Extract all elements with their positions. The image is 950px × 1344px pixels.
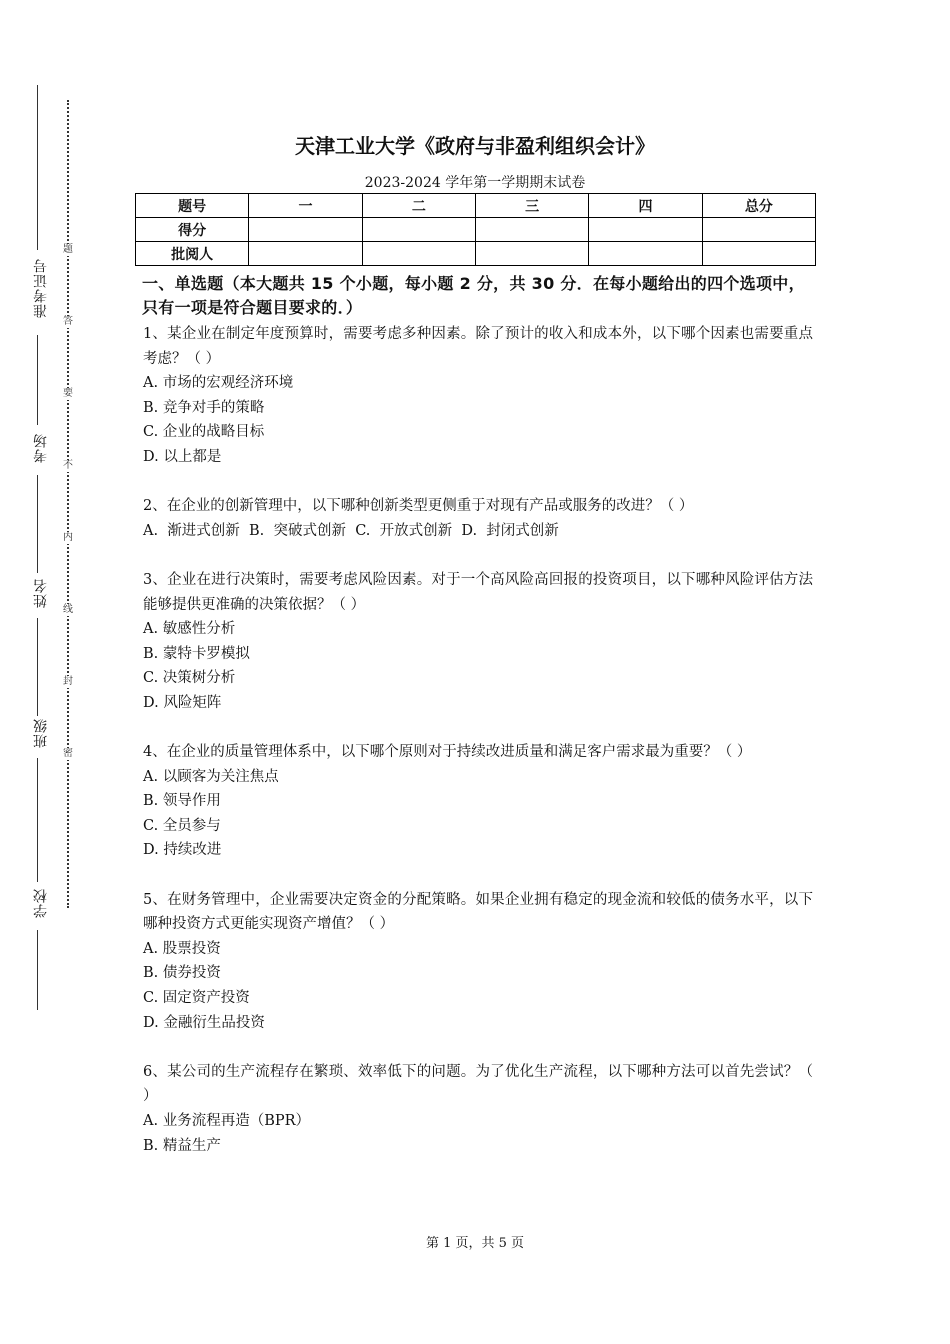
score-header-cell: 四: [589, 194, 702, 218]
exam-content: [143, 272, 813, 1183]
option: B. 债券投资: [143, 965, 221, 982]
score-cell: [249, 218, 362, 242]
option: C. 决策树分析: [143, 670, 236, 687]
question-stem: 5、在财务管理中，企业需要决定资金的分配策略。如果企业拥有稳定的现金流和较低的债务水平，以下哪种投资方式更能实现资产增值？（ ）: [143, 891, 813, 933]
option: D. 金融衍生品投资: [143, 1014, 265, 1031]
score-header-cell: 二: [362, 194, 475, 218]
score-header-cell: 题号: [136, 194, 249, 218]
field-line-exam-id: [37, 335, 38, 425]
option: C. 企业的战略目标: [143, 424, 265, 441]
grader-cell: [475, 242, 588, 266]
option: B. 精益生产: [143, 1137, 221, 1154]
section-heading: 一、单选题（本大题共 15 个小题，每小题 2 分，共 30 分．在每小题给出的四个选项中，只有一项是符合题目要求的．）: [142, 274, 805, 317]
option: A. 以顾客为关注焦点: [143, 768, 279, 785]
seal-char-feng: 封: [63, 676, 73, 687]
field-line-top: [37, 85, 38, 250]
grader-cell: [702, 242, 815, 266]
seal-char-nei: 内: [63, 532, 73, 543]
question-stem: 3、企业在进行决策时，需要考虑风险因素。对于一个高风险高回报的投资项目，以下哪种风险评估方法能够提供更准确的决策依据？（ ）: [143, 571, 813, 613]
question-2: [143, 494, 813, 543]
score-table-score-row: [136, 218, 816, 242]
question-stem: 6、某公司的生产流程存在繁琐、效率低下的问题。为了优化生产流程，以下哪种方法可以首先尝试？（ ）: [143, 1063, 813, 1105]
grader-cell: [589, 242, 702, 266]
exam-subtitle: 2023-2024 学年第一学期期末试卷: [364, 175, 586, 191]
option: D. 风险矩阵: [143, 694, 222, 711]
question-stem: 1、某企业在制定年度预算时，需要考虑多种因素。除了预计的收入和成本外，以下哪个因素也需要重点考虑？（ ）: [143, 326, 813, 367]
question-1: [143, 322, 813, 470]
option: A. 敏感性分析: [143, 621, 236, 638]
page-footer: 第 1 页，共 5 页: [425, 1236, 525, 1251]
seal-char-da: 答: [63, 316, 73, 327]
seal-char-xian: 线: [63, 604, 73, 615]
score-cell: [475, 218, 588, 242]
field-label-exam-id: 准考证号: [33, 258, 49, 318]
score-header-cell: 三: [475, 194, 588, 218]
option: B. 竞争对手的策略: [143, 399, 265, 416]
question-6: [143, 1060, 813, 1158]
score-table-grader-row: [136, 242, 816, 266]
field-line-exam-room: [37, 475, 38, 573]
field-line-bottom: [37, 930, 38, 1010]
option: B. 领导作用: [143, 793, 221, 810]
option: D. 以上都是: [143, 448, 222, 465]
option: C. 固定资产投资: [143, 990, 250, 1007]
grader-cell: [249, 242, 362, 266]
option: A. 渐进式创新 B. 突破式创新 C. 开放式创新 D. 封闭式创新: [143, 522, 559, 539]
question-4: [143, 740, 813, 863]
score-header-cell: 总分: [702, 194, 815, 218]
seal-char-mi: 密: [63, 748, 73, 759]
seal-char-bu: 不: [63, 460, 73, 471]
seal-char-ti: 题: [63, 244, 73, 255]
score-header-cell: 一: [249, 194, 362, 218]
field-label-name: 姓名: [33, 578, 49, 608]
score-cell: [702, 218, 815, 242]
score-table: [135, 193, 816, 266]
score-table-header-row: [136, 194, 816, 218]
question-stem: 4、在企业的质量管理体系中，以下哪个原则对于持续改进质量和满足客户需求最为重要？（ ）: [143, 744, 752, 761]
field-label-class: 班级: [33, 718, 49, 748]
question-3: [143, 568, 813, 716]
score-cell: [362, 218, 475, 242]
field-label-exam-room: 考场: [33, 433, 49, 463]
score-row-label: 得分: [136, 218, 249, 242]
question-stem: 2、在企业的创新管理中，以下哪种创新类型更侧重于对现有产品或服务的改进？（ ）: [143, 498, 694, 515]
option: B. 蒙特卡罗模拟: [143, 645, 250, 662]
seal-char-yao: 要: [63, 388, 73, 399]
seal-dotted-line: [67, 100, 69, 908]
grader-row-label: 批阅人: [136, 242, 249, 266]
field-line-class: [37, 758, 38, 882]
field-label-school: 学校: [33, 888, 49, 918]
option: C. 全员参与: [143, 817, 221, 834]
option: A. 业务流程再造（BPR）: [143, 1113, 311, 1129]
question-5: [143, 888, 813, 1036]
field-line-name: [37, 618, 38, 716]
option: A. 市场的宏观经济环境: [143, 375, 294, 392]
score-cell: [589, 218, 702, 242]
option: A. 股票投资: [143, 940, 221, 957]
grader-cell: [362, 242, 475, 266]
option: D. 持续改进: [143, 842, 222, 859]
exam-title: 天津工业大学《政府与非盈利组织会计》: [295, 134, 655, 158]
